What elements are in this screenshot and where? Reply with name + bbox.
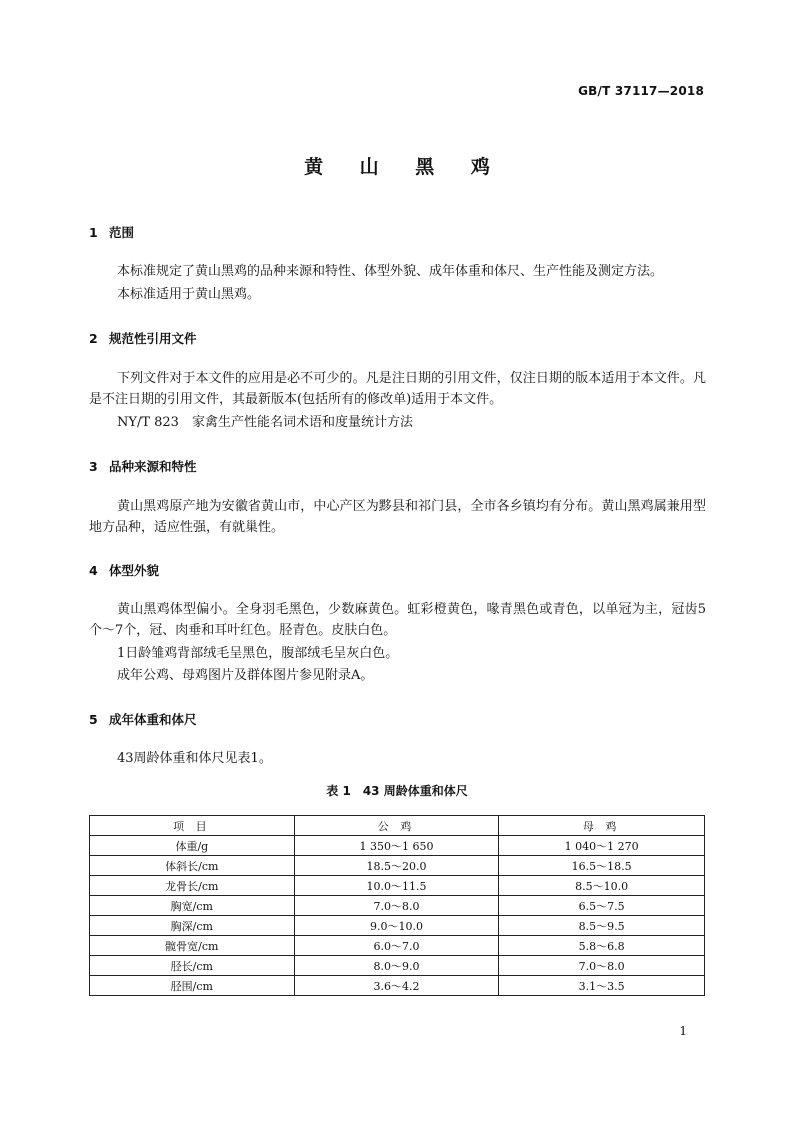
rooster-value: 6.0～7.0 (294, 936, 499, 956)
section-title: 体型外貌 (109, 563, 160, 578)
table-row (90, 896, 705, 916)
section-heading-3 (89, 457, 197, 475)
header-rooster: 公 鸡 (294, 816, 499, 836)
section-title: 规范性引用文件 (109, 331, 197, 346)
hen-value: 3.1～3.5 (499, 976, 705, 996)
hen-value: 8.5～10.0 (499, 876, 705, 896)
hen-value: 5.8～6.8 (499, 936, 705, 956)
reference-item: NY/T 823 家禽生产性能名词术语和度量统计方法 (117, 415, 413, 430)
section-heading-5 (89, 710, 197, 728)
appearance-paragraph-2: 1日龄雏鸡背部绒毛呈黑色，腹部绒毛呈灰白色。 (117, 646, 399, 661)
section-number: 1 (89, 225, 98, 240)
row-label: 体斜长/cm (90, 856, 295, 876)
hen-value: 1 040～1 270 (499, 836, 705, 856)
section-heading-2 (89, 329, 197, 347)
table-row (90, 936, 705, 956)
table-row (90, 856, 705, 876)
table-row (90, 876, 705, 896)
section-number: 3 (89, 459, 98, 474)
hen-value: 7.0～8.0 (499, 956, 705, 976)
header-hen: 母 鸡 (499, 816, 705, 836)
section-title: 范围 (109, 225, 135, 240)
rooster-value: 8.0～9.0 (294, 956, 499, 976)
table-row (90, 956, 705, 976)
scope-paragraph-1: 本标准规定了黄山黑鸡的品种来源和特性、体型外貌、成年体重和体尺、生产性能及测定方法。 (117, 264, 664, 279)
appearance-paragraph-1: 黄山黑鸡体型偏小。全身羽毛黑色，少数麻黄色。虹彩橙黄色，喙青黑色或青色，以单冠为主，冠齿5个～7个，冠、肉垂和耳叶红色。胫青色。皮肤白色。 (89, 602, 706, 638)
standard-code: GB/T 37117—2018 (578, 84, 704, 98)
section-number: 5 (89, 712, 98, 727)
row-label: 髋骨宽/cm (90, 936, 295, 956)
rooster-value: 10.0～11.5 (294, 876, 499, 896)
references-paragraph: 下列文件对于本文件的应用是必不可少的。凡是注日期的引用文件，仅注日期的版本适用于本文件。凡是不注日期的引用文件，其最新版本(包括所有的修改单)适用于本文件。 (89, 371, 706, 407)
weight-intro-paragraph: 43周龄体重和体尺见表1。 (117, 751, 272, 766)
row-label: 龙骨长/cm (90, 876, 295, 896)
appearance-paragraph-3: 成年公鸡、母鸡图片及群体图片参见附录A。 (117, 668, 374, 683)
table-row (90, 836, 705, 856)
section-number: 4 (89, 563, 98, 578)
row-label: 胫围/cm (90, 976, 295, 996)
row-label: 体重/g (90, 836, 295, 856)
page-number: 1 (679, 1024, 687, 1038)
table-header-row (90, 816, 705, 836)
section-number: 2 (89, 331, 98, 346)
document-title: 黄 山 黑 鸡 (304, 156, 505, 178)
header-item: 项 目 (90, 816, 295, 836)
origin-paragraph: 黄山黑鸡原产地为安徽省黄山市，中心产区为黟县和祁门县，全市各乡镇均有分布。黄山黑鸡属兼用型地方品种，适应性强，有就巢性。 (89, 499, 706, 535)
hen-value: 16.5～18.5 (499, 856, 705, 876)
table-row (90, 976, 705, 996)
rooster-value: 3.6～4.2 (294, 976, 499, 996)
rooster-value: 9.0～10.0 (294, 916, 499, 936)
row-label: 胫长/cm (90, 956, 295, 976)
rooster-value: 1 350～1 650 (294, 836, 499, 856)
rooster-value: 7.0～8.0 (294, 896, 499, 916)
table-row (90, 916, 705, 936)
hen-value: 8.5～9.5 (499, 916, 705, 936)
section-title: 成年体重和体尺 (109, 712, 197, 727)
scope-paragraph-2: 本标准适用于黄山黑鸡。 (117, 287, 261, 302)
hen-value: 6.5～7.5 (499, 896, 705, 916)
table-caption: 表 1 43 周龄体重和体尺 (326, 784, 468, 798)
section-heading-1 (89, 223, 134, 241)
weight-size-table (89, 815, 705, 996)
section-heading-4 (89, 561, 159, 579)
row-label: 胸宽/cm (90, 896, 295, 916)
row-label: 胸深/cm (90, 916, 295, 936)
section-title: 品种来源和特性 (109, 459, 197, 474)
rooster-value: 18.5～20.0 (294, 856, 499, 876)
